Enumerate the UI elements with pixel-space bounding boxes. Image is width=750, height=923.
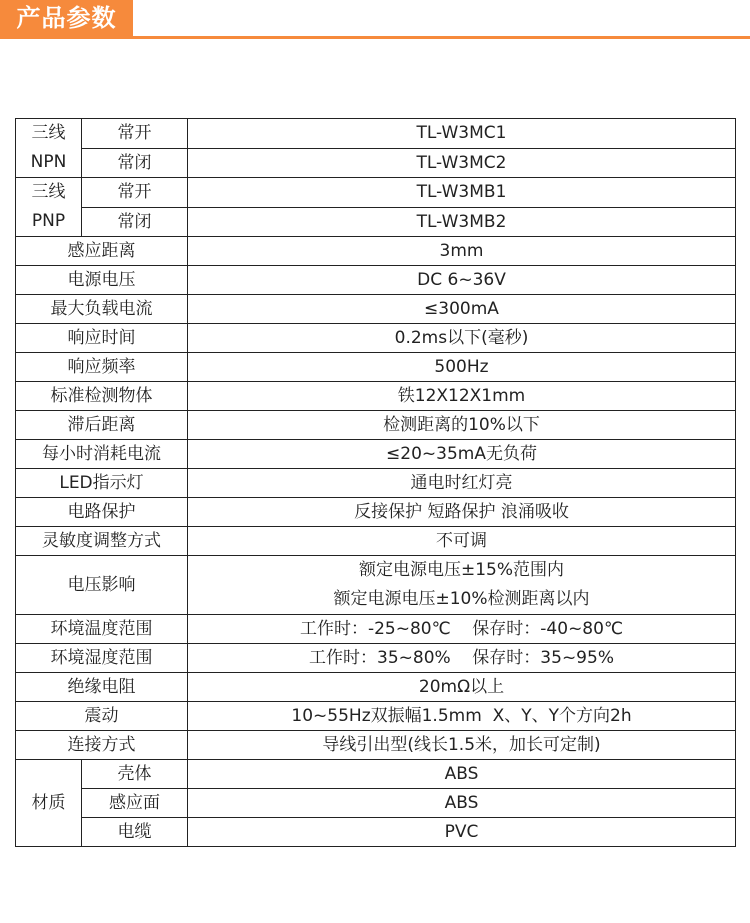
row-label: 环境湿度范围 [16,644,188,673]
table-row [16,702,736,731]
table-row [16,353,736,382]
row-value: ≤300mA [188,295,736,324]
pnp-label-line2: PNP [31,211,66,231]
table-row [16,324,736,353]
row-label: 感应距离 [16,237,188,266]
table-row [16,148,736,178]
row-value: 500Hz [188,353,736,382]
header-divider [0,36,750,39]
row-label: LED指示灯 [16,469,188,498]
table-row [16,731,736,760]
table-row [16,760,736,789]
table-row [16,469,736,498]
pnp-label-line1: 三线 [31,182,66,202]
row-value: 通电时红灯亮 [188,469,736,498]
voltage-influence-line2: 额定电源电压±10%检测距离以内 [333,589,590,609]
table-row [16,119,736,149]
material-sensing-face-value: ABS [188,789,736,818]
material-sensing-face-label: 感应面 [82,789,188,818]
npn-label-line1: 三线 [31,123,66,143]
row-label: 滞后距离 [16,411,188,440]
table-row [16,266,736,295]
row-value: ≤20~35mA无负荷 [188,440,736,469]
row-label: 响应频率 [16,353,188,382]
row-label: 最大负载电流 [16,295,188,324]
table-row [16,644,736,673]
table-row [16,440,736,469]
npn-no-value: TL-W3MC1 [188,119,736,149]
row-value: DC 6~36V [188,266,736,295]
row-label: 连接方式 [16,731,188,760]
row-value: 反接保护 短路保护 浪涌吸收 [188,498,736,527]
row-label: 标准检测物体 [16,382,188,411]
row-value: 铁12X12X1mm [188,382,736,411]
table-row [16,789,736,818]
npn-label-cell [16,119,82,178]
table-row [16,527,736,556]
table-row [16,411,736,440]
npn-nc-label: 常闭 [82,148,188,178]
row-label: 每小时消耗电流 [16,440,188,469]
row-value [188,556,736,615]
row-label: 灵敏度调整方式 [16,527,188,556]
npn-no-label: 常开 [82,119,188,149]
table-row [16,207,736,237]
row-value: 20mΩ以上 [188,673,736,702]
voltage-influence-line1: 额定电源电压±15%范围内 [358,560,565,580]
table-row [16,818,736,847]
section-title: 产品参数 [0,0,133,36]
row-value: 3mm [188,237,736,266]
table-row [16,556,736,615]
pnp-nc-label: 常闭 [82,207,188,237]
pnp-no-label: 常开 [82,178,188,208]
row-label: 电源电压 [16,266,188,295]
table-row [16,178,736,208]
npn-nc-value: TL-W3MC2 [188,148,736,178]
material-housing-value: ABS [188,760,736,789]
table-row [16,615,736,644]
section-header [0,0,750,40]
pnp-nc-value: TL-W3MB2 [188,207,736,237]
material-housing-label: 壳体 [82,760,188,789]
table-row [16,295,736,324]
pnp-label-cell [16,178,82,237]
row-value: 不可调 [188,527,736,556]
row-value: 工作时：35~80% 保存时：35~95% [188,644,736,673]
spec-table [15,118,736,847]
row-value: 0.2ms以下(毫秒) [188,324,736,353]
pnp-no-value: TL-W3MB1 [188,178,736,208]
row-label: 电压影响 [16,556,188,615]
row-value: 导线引出型(线长1.5米，加长可定制) [188,731,736,760]
row-value: 检测距离的10%以下 [188,411,736,440]
table-row [16,382,736,411]
table-row [16,237,736,266]
table-row [16,498,736,527]
table-row [16,673,736,702]
material-label: 材质 [16,760,82,847]
npn-label-line2: NPN [30,152,67,172]
material-cable-value: PVC [188,818,736,847]
row-label: 震动 [16,702,188,731]
row-value: 工作时：-25~80℃ 保存时：-40~80℃ [188,615,736,644]
row-label: 电路保护 [16,498,188,527]
row-label: 环境温度范围 [16,615,188,644]
row-label: 响应时间 [16,324,188,353]
material-cable-label: 电缆 [82,818,188,847]
row-label: 绝缘电阻 [16,673,188,702]
row-value: 10~55Hz双振幅1.5mm X、Y、Y个方向2h [188,702,736,731]
